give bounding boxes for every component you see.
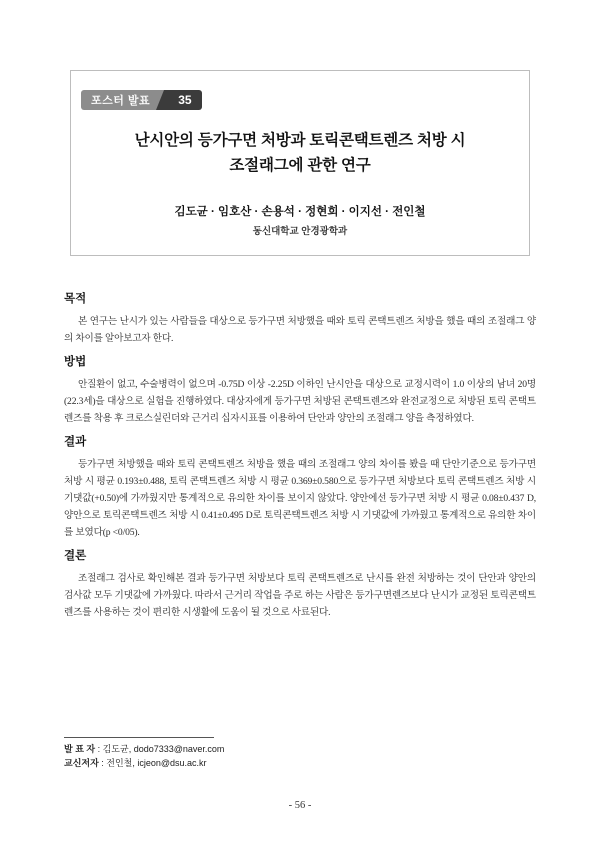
section-conclusion	[64, 548, 536, 621]
abstract-body	[64, 291, 536, 628]
paper-title	[71, 128, 529, 178]
abstract-header-box	[70, 70, 530, 256]
footnote-label: 발 표 자	[64, 744, 96, 754]
title-line-2: 조절래그에 관한 연구	[229, 157, 371, 174]
section-paragraph: 조절래그 검사로 확인해본 결과 등가구면 처방보다 토릭 콘택트렌즈로 난시를 완전 처방하는 것이 단안과 양안의 검사값 모두 기댓값에 가까웠다. 따라서 근거리 작업을 주로 하는 사람은 등가구면렌즈보다 난시가 교정된 토릭콘택트렌즈를 사용하는 것이 편리한 시생활에 도움이 될 것으로 사료된다.	[64, 573, 536, 618]
section-heading: 결과	[64, 436, 87, 448]
footnote-separator: :	[95, 744, 103, 754]
presentation-badge	[81, 90, 202, 110]
title-line-1: 난시안의 등가구면 처방과 토릭콘택트렌즈 처방 시	[134, 132, 466, 149]
section-paragraph: 본 연구는 난시가 있는 사람들을 대상으로 등가구면 처방했을 때와 토릭 콘택트렌즈 처방을 했을 때의 조절래그 양의 차이를 알아보고자 한다.	[64, 316, 536, 344]
affiliation: 동신대학교 안경광학과	[252, 226, 348, 237]
section-heading: 결론	[64, 550, 87, 562]
section-purpose	[64, 291, 536, 347]
footnote-value: 전인철, icjeon@dsu.ac.kr	[106, 758, 207, 768]
section-paragraph: 등가구면 처방했을 때와 토릭 콘택트렌즈 처방을 했을 때의 조절래그 양의 차이를 봤을 때 단안기준으로 등가구면 처방 시 평균 0.193±0.488, 토릭 콘택트렌즈 처방 시 평균 0.369±0.580으로 등가구면 처방보다 토릭 콘택트렌즈 처방 시 기댓값(+0.50)에 가까웠지만 통계적으로 유의한 차이를 보이지 않았다. 양안에선 등가구면 처방 시 평균 0.08±0.437 D, 양안으로 토릭콘택트렌즈 처방 시 0.41±0.495 D로 토릭콘택트렌즈 처방 시 기댓값에 가까웠고 통계적으로 유의한 차이를 보였다(p <0/05).	[64, 459, 536, 538]
author-list: 김도균 · 임호산 · 손용석 · 정현희 · 이지선 · 전인철	[174, 206, 426, 218]
badge-number: 35	[164, 90, 201, 110]
section-results	[64, 434, 536, 541]
corresponding-author-footnote	[64, 756, 224, 770]
footnote-label: 교신저자	[64, 758, 99, 768]
section-paragraph: 안질환이 없고, 수술병력이 없으며 -0.75D 이상 -2.25D 이하인 난시안을 대상으로 교정시력이 1.0 이상의 남녀 20명(22.3세)을 대상으로 실험을 진행하였다. 대상자에게 등가구면 처방된 콘택트렌즈와 완전교정으로 처방된 토릭 콘택트렌즈를 착용 후 크로스실린더와 근거리 십자시표를 이용하여 단안과 양안의 조절래그 양을 측정하였다.	[64, 379, 536, 424]
section-method	[64, 354, 536, 427]
footnote-separator: :	[98, 758, 107, 768]
footnote-value: 김도균, dodo7333@naver.com	[102, 744, 225, 754]
badge-label: 포스터 발표	[81, 90, 164, 110]
footnote-divider	[64, 737, 214, 738]
presenter-footnote	[64, 742, 224, 756]
footnotes	[64, 742, 224, 770]
section-heading: 방법	[64, 356, 87, 368]
page-number: - 56 -	[288, 800, 312, 811]
section-heading: 목적	[64, 293, 87, 305]
